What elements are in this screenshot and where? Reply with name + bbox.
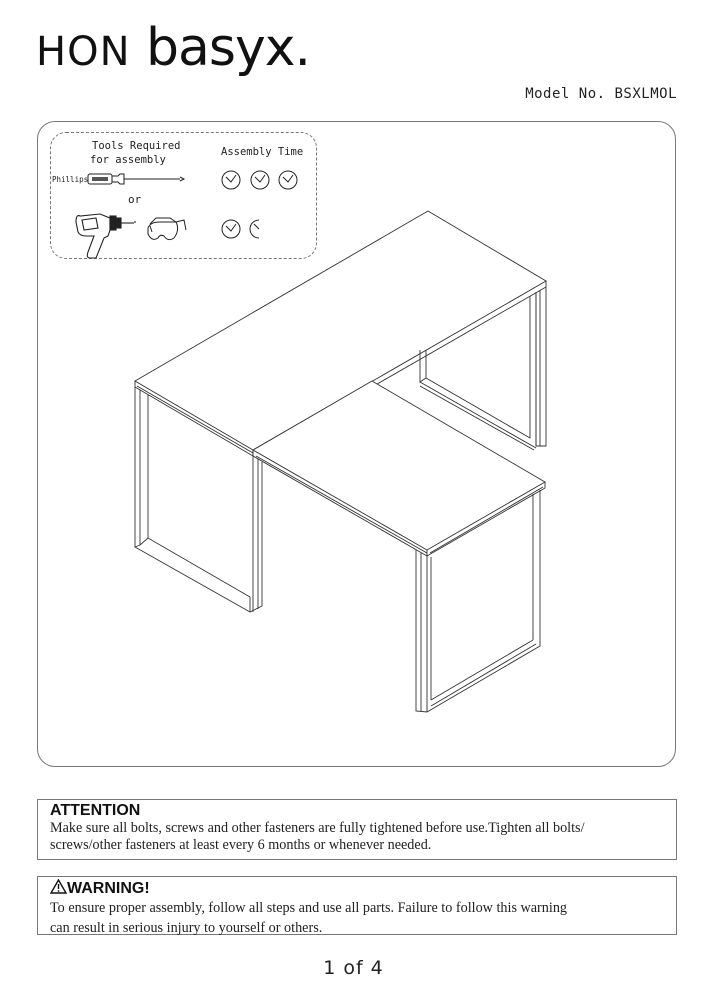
attention-text-line-2: screws/other fasteners at least every 6 months or whenever needed. [50,837,432,853]
page-number: 1 of 4 [323,957,384,979]
warning-text-line-2: can result in serious injury to yourself or others. [50,920,323,936]
clock-icon-2 [251,171,269,189]
screwdriver-icon [88,174,184,184]
warning-heading: WARNING! [67,880,150,897]
attention-heading: ATTENTION [50,802,141,819]
clock-icons [222,171,297,238]
assembly-time-title: Assembly Time [221,146,304,158]
warning-triangle-icon [50,879,67,894]
clock-icon-1 [222,171,240,189]
or-separator: or [128,193,142,206]
power-drill-icon [76,214,136,258]
clock-icon-partial [250,220,259,238]
clock-icon-4 [222,220,240,238]
phillips-label: Phillips [52,175,89,184]
l-desk-drawing [135,211,546,712]
brand-prefix: HON [36,29,131,75]
tools-required-title: Tools Required for assembly [90,140,181,166]
model-number: Model No. BSXLMOL [525,86,677,102]
warning-notice [37,876,677,935]
clock-icon-3 [279,171,297,189]
attention-text-line-1: Make sure all bolts, screws and other fasteners are fully tightened before use.Tighten all bolts/ [50,820,585,836]
warning-text-line-1: To ensure proper assembly, follow all steps and use all parts. Failure to follow this warning [50,900,568,916]
brand-name: basyx. [146,18,311,78]
safety-glasses-icon [148,218,186,240]
attention-notice [37,799,677,860]
